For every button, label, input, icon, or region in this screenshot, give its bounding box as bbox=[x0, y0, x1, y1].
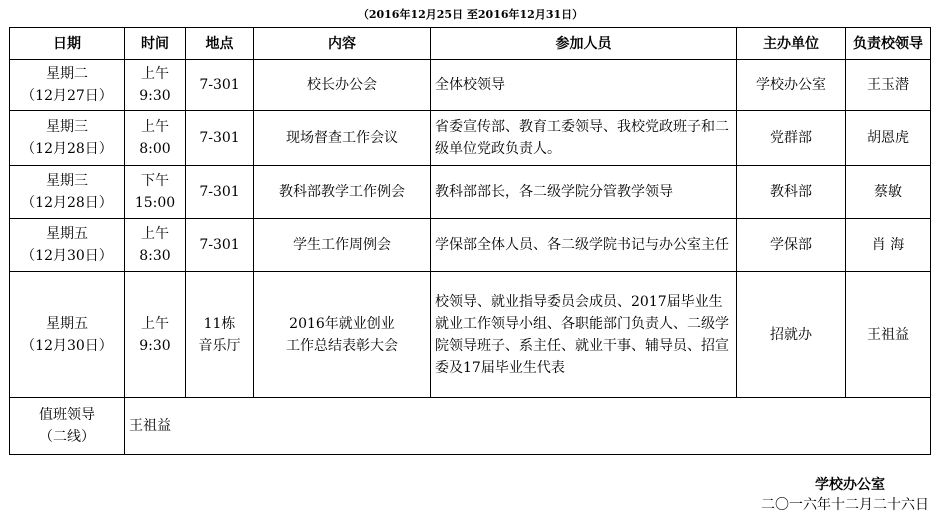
header-time: 时间 bbox=[125, 28, 186, 60]
header-place: 地点 bbox=[186, 28, 254, 60]
period-text: 上午 bbox=[141, 119, 169, 135]
cell-time bbox=[125, 60, 186, 111]
time-text: 8:30 bbox=[139, 248, 171, 264]
cell-leader: 胡恩虎 bbox=[846, 111, 931, 166]
period-text: 下午 bbox=[141, 173, 169, 189]
footer-date: 二〇一六年十二月二十六日 bbox=[761, 497, 929, 513]
cell-date bbox=[10, 219, 125, 272]
cell-place: 7-301 bbox=[186, 166, 254, 219]
time-text: 8:00 bbox=[139, 141, 171, 157]
footer-office: 学校办公室 bbox=[815, 477, 885, 493]
cell-place: 7-301 bbox=[186, 60, 254, 111]
date-text: （12月27日） bbox=[21, 88, 113, 104]
cell-host: 党群部 bbox=[737, 111, 846, 166]
content-line2: 工作总结表彰大会 bbox=[286, 337, 398, 354]
day-text: 星期三 bbox=[46, 119, 88, 135]
day-text: 星期三 bbox=[46, 173, 88, 189]
header-leader: 负责校领导 bbox=[846, 28, 931, 60]
cell-participants: 校领导、就业指导委员会成员、2017届毕业生就业工作领导小组、各职能部门负责人、二级学院领导班子、系主任、就业干事、辅导员、招宣委及17届毕业生代表 bbox=[431, 272, 737, 398]
duty-label-line2: （二线） bbox=[39, 429, 95, 445]
cell-date bbox=[10, 111, 125, 166]
cell-leader: 蔡敏 bbox=[846, 166, 931, 219]
table-row bbox=[10, 272, 931, 398]
time-text: 9:30 bbox=[139, 88, 171, 104]
cell-host: 学保部 bbox=[737, 219, 846, 272]
cell-date bbox=[10, 60, 125, 111]
cell-host: 教科部 bbox=[737, 166, 846, 219]
place-line1: 11栋 bbox=[203, 315, 236, 332]
header-participants: 参加人员 bbox=[431, 28, 737, 60]
day-text: 星期二 bbox=[46, 66, 88, 82]
cell-time bbox=[125, 272, 186, 398]
period-text: 上午 bbox=[141, 66, 169, 82]
period-text: 上午 bbox=[141, 226, 169, 242]
cell-content bbox=[254, 272, 431, 398]
day-text: 星期五 bbox=[46, 315, 88, 332]
cell-date bbox=[10, 272, 125, 398]
schedule-table bbox=[9, 27, 931, 455]
table-row bbox=[10, 60, 931, 111]
header-row bbox=[10, 28, 931, 60]
cell-participants: 学保部全体人员、各二级学院书记与办公室主任 bbox=[431, 219, 737, 272]
cell-place: 7-301 bbox=[186, 111, 254, 166]
cell-host: 招就办 bbox=[737, 272, 846, 398]
cell-leader: 肖 海 bbox=[846, 219, 931, 272]
cell-time bbox=[125, 219, 186, 272]
cell-time bbox=[125, 166, 186, 219]
header-content: 内容 bbox=[254, 28, 431, 60]
cell-leader: 王祖益 bbox=[846, 272, 931, 398]
table-row bbox=[10, 166, 931, 219]
cell-participants: 省委宣传部、教育工委领导、我校党政班子和二级单位党政负责人。 bbox=[431, 111, 737, 166]
header-host: 主办单位 bbox=[737, 28, 846, 60]
cell-content: 现场督查工作会议 bbox=[254, 111, 431, 166]
content-line1: 2016年就业创业 bbox=[289, 315, 395, 332]
duty-label-line1: 值班领导 bbox=[39, 407, 95, 423]
table-row bbox=[10, 111, 931, 166]
cell-leader: 王玉潜 bbox=[846, 60, 931, 111]
date-text: （12月30日） bbox=[21, 337, 113, 354]
time-text: 15:00 bbox=[134, 195, 176, 211]
cell-host: 学校办公室 bbox=[737, 60, 846, 111]
cell-duty-name: 王祖益 bbox=[125, 398, 931, 455]
cell-content: 校长办公会 bbox=[254, 60, 431, 111]
cell-place: 7-301 bbox=[186, 219, 254, 272]
cell-duty-label bbox=[10, 398, 125, 455]
date-text: （12月28日） bbox=[21, 141, 113, 157]
period-text: 上午 bbox=[141, 315, 169, 332]
time-text: 9:30 bbox=[139, 337, 171, 354]
date-text: （12月28日） bbox=[21, 195, 113, 211]
cell-participants: 全体校领导 bbox=[431, 60, 737, 111]
header-date: 日期 bbox=[10, 28, 125, 60]
place-line2: 音乐厅 bbox=[198, 337, 241, 354]
duty-row bbox=[10, 398, 931, 455]
table-row bbox=[10, 219, 931, 272]
cell-date bbox=[10, 166, 125, 219]
cell-participants: 教科部部长，各二级学院分管教学领导 bbox=[431, 166, 737, 219]
cell-time bbox=[125, 111, 186, 166]
date-range: （2016年12月25日 至2016年12月31日） bbox=[357, 8, 584, 21]
day-text: 星期五 bbox=[46, 226, 88, 242]
cell-content: 学生工作周例会 bbox=[254, 219, 431, 272]
cell-place bbox=[186, 272, 254, 398]
date-text: （12月30日） bbox=[21, 248, 113, 264]
cell-content: 教科部教学工作例会 bbox=[254, 166, 431, 219]
